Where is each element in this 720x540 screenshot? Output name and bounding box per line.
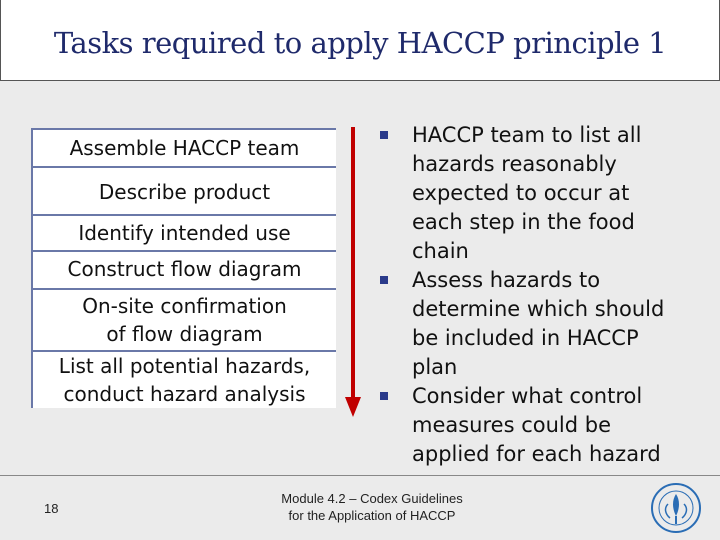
step-describe-product: Describe product (31, 166, 336, 214)
steps-list (31, 128, 336, 411)
bullet-text: HACCP team to list all hazards reasonably expected to occur at each step in the food chain (412, 123, 642, 263)
step-onsite-confirmation: On-site confirmation of flow diagram (31, 288, 336, 350)
bullet-item (378, 266, 678, 382)
bullet-text: Consider what control measures could be applied for each hazard (412, 384, 661, 466)
bullet-text: Assess hazards to determine which should be included in HACCP plan (412, 268, 665, 379)
bullet-square-icon (380, 131, 388, 139)
page-title: Tasks required to apply HACCP principle 1 (53, 26, 667, 60)
footer-line-1: Module 4.2 – Codex Guidelines (281, 491, 463, 506)
title-bar (0, 0, 720, 81)
page-number: 18 (44, 501, 59, 516)
bullet-list (378, 121, 678, 469)
down-arrow-icon (345, 127, 361, 417)
bullet-square-icon (380, 392, 388, 400)
footer-caption (232, 490, 512, 524)
footer-divider (0, 475, 720, 476)
step-assemble-team: Assemble HACCP team (31, 128, 336, 166)
bullet-square-icon (380, 276, 388, 284)
bullet-item (378, 382, 678, 469)
footer-line-2: for the Application of HACCP (288, 508, 456, 523)
bullet-item (378, 121, 678, 266)
step-hazard-analysis: List all potential hazards, conduct hazard analysis (31, 350, 336, 408)
step-intended-use: Identify intended use (31, 214, 336, 250)
fao-logo-icon (650, 482, 702, 534)
step-flow-diagram: Construct flow diagram (31, 250, 336, 288)
